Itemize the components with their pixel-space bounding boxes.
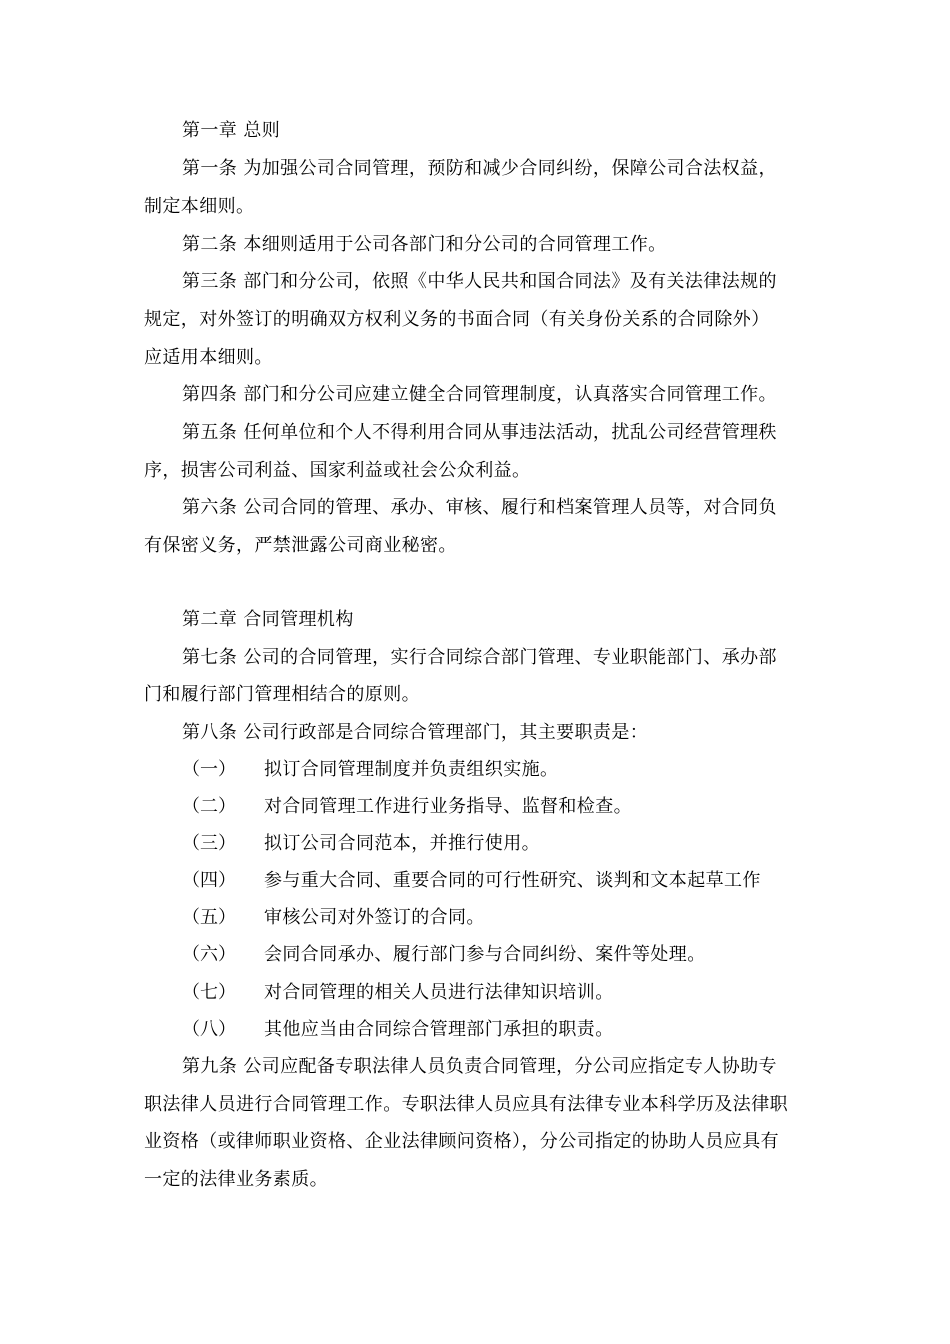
list-item-text: 拟订合同管理制度并负责组织实施。 [264, 759, 559, 780]
list-item-text: 参与重大合同、重要合同的可行性研究、谈判和文本起草工作 [264, 870, 761, 891]
list-item-text: 其他应当由合同综合管理部门承担的职责。 [264, 1019, 614, 1040]
list-item-number: （七） [182, 982, 236, 1003]
list-item-text: 会同合同承办、履行部门参与合同纠纷、案件等处理。 [264, 944, 706, 965]
article-9-line-2: 职法律人员进行合同管理工作。专职法律人员应具有法律专业本科学历及法律职 [144, 1094, 788, 1115]
list-item-text: 对合同管理工作进行业务指导、监督和检查。 [264, 796, 632, 817]
list-item-number: （六） [182, 944, 236, 965]
article-1-line-2: 制定本细则。 [144, 196, 255, 217]
article-3-line-3: 应适用本细则。 [144, 347, 273, 368]
article-9-line-4: 一定的法律业务素质。 [144, 1169, 328, 1190]
article-2-line-1: 第二条 本细则适用于公司各部门和分公司的合同管理工作。 [182, 234, 667, 255]
list-item-text: 审核公司对外签订的合同。 [264, 907, 485, 928]
list-item-text: 拟订公司合同范本，并推行使用。 [264, 833, 540, 854]
list-item-number: （一） [182, 759, 236, 780]
article-9-line-1: 第九条 公司应配备专职法律人员负责合同管理，分公司应指定专人协助专 [182, 1056, 777, 1077]
list-item-number: （三） [182, 833, 236, 854]
article-3-line-2: 规定，对外签订的明确双方权利义务的书面合同（有关身份关系的合同除外） [144, 309, 770, 330]
list-item-number: （四） [182, 870, 236, 891]
article-7-line-2: 门和履行部门管理相结合的原则。 [144, 684, 420, 705]
list-item-text: 对合同管理的相关人员进行法律知识培训。 [264, 982, 614, 1003]
article-4-line-1: 第四条 部门和分公司应建立健全合同管理制度，认真落实合同管理工作。 [182, 384, 777, 405]
article-5-line-1: 第五条 任何单位和个人不得利用合同从事违法活动，扰乱公司经营管理秩 [182, 422, 777, 443]
article-3-line-1: 第三条 部门和分公司，依照《中华人民共和国合同法》及有关法律法规的 [182, 271, 777, 292]
article-8-line-1: 第八条 公司行政部是合同综合管理部门，其主要职责是： [182, 722, 649, 743]
article-5-line-2: 序，损害公司利益、国家利益或社会公众利益。 [144, 460, 531, 481]
article-6-line-1: 第六条 公司合同的管理、承办、审核、履行和档案管理人员等，对合同负 [182, 497, 777, 518]
chapter-2-heading: 第二章 合同管理机构 [182, 609, 354, 630]
list-item-number: （二） [182, 796, 236, 817]
article-7-line-1: 第七条 公司的合同管理，实行合同综合部门管理、专业职能部门、承办部 [182, 647, 777, 668]
list-item-number: （五） [182, 907, 236, 928]
article-6-line-2: 有保密义务，严禁泄露公司商业秘密。 [144, 535, 457, 556]
article-1-line-1: 第一条 为加强公司合同管理，预防和减少合同纠纷，保障公司合法权益， [182, 158, 777, 179]
article-9-line-3: 业资格（或律师职业资格、企业法律顾问资格），分公司指定的协助人员应具有 [144, 1131, 779, 1152]
chapter-1-heading: 第一章 总则 [182, 120, 281, 141]
list-item-number: （八） [182, 1019, 236, 1040]
